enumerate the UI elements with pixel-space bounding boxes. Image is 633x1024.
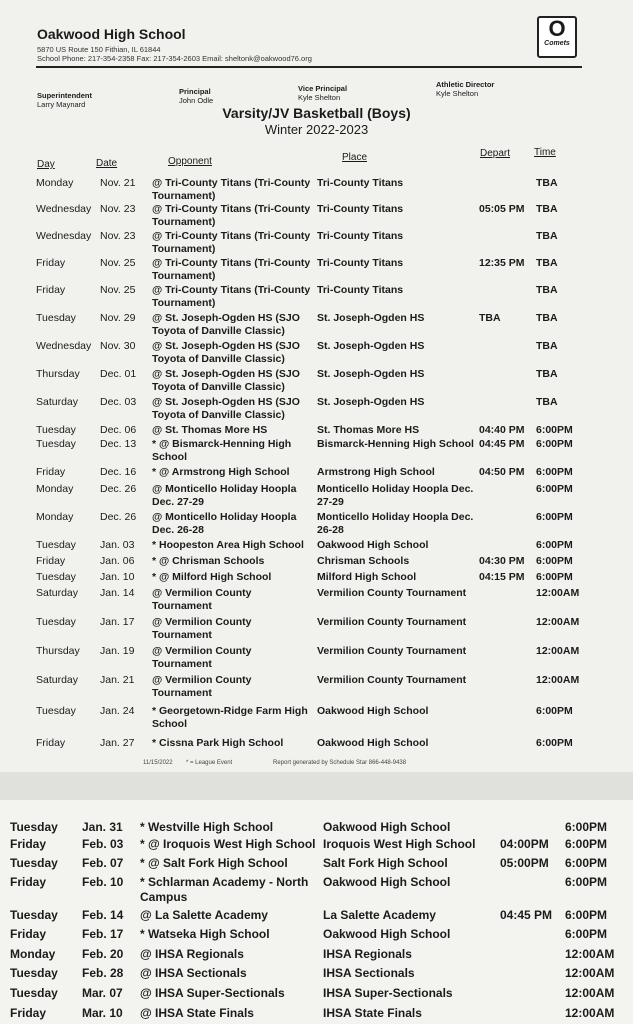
game-date: Dec. 06 [100, 424, 137, 436]
official-principal: Principal John Odle [179, 87, 214, 105]
game-time: 12:00AM [565, 986, 615, 1000]
game-date: Nov. 23 [100, 203, 136, 215]
game-depart: 05:00PM [500, 856, 549, 870]
game-day: Tuesday [36, 571, 76, 583]
game-day: Monday [10, 947, 56, 961]
logo-letter: O [548, 16, 566, 41]
game-place: Armstrong High School [317, 466, 435, 478]
game-date: Dec. 01 [100, 368, 137, 380]
game-depart: 04:50 PM [479, 466, 525, 478]
game-time: 12:00AM [536, 616, 580, 628]
game-date: Feb. 14 [82, 908, 124, 922]
game-date: Feb. 28 [82, 966, 124, 980]
game-time: TBA [536, 396, 558, 408]
game-opponent: * @ Armstrong High School [152, 466, 290, 478]
footer-date: 11/15/2022 [143, 760, 173, 766]
game-day: Monday [36, 177, 74, 189]
game-opponent: @ IHSA Regionals [140, 947, 244, 961]
game-time: 6:00PM [565, 837, 608, 851]
game-day: Monday [36, 483, 74, 495]
game-place: Oakwood High School [317, 737, 429, 749]
game-depart: 04:45 PM [500, 908, 553, 922]
game-day: Tuesday [36, 438, 76, 450]
game-day: Saturday [36, 587, 79, 599]
game-date: Nov. 21 [100, 177, 136, 189]
schedule-subtitle: Winter 2022-2023 [264, 122, 369, 137]
game-date: Jan. 14 [100, 587, 135, 599]
header-divider [36, 66, 582, 68]
game-time: 6:00PM [536, 511, 573, 523]
col-header-day: Day [37, 159, 55, 170]
game-opponent: @ St. Joseph-Ogden HS (SJO Toyota of Danville Classic) [152, 396, 300, 421]
game-place: Oakwood High School [323, 927, 451, 941]
game-date: Dec. 03 [100, 396, 137, 408]
game-opponent: * Schlarman Academy - North Campus [140, 875, 309, 904]
game-place: St. Joseph-Ogden HS [317, 340, 425, 352]
game-day: Tuesday [36, 312, 76, 324]
game-place: Tri-County Titans [317, 257, 404, 269]
game-opponent: @ Tri-County Titans (Tri-County Tournament) [152, 203, 311, 228]
game-place: Oakwood High School [317, 705, 429, 717]
game-place: IHSA Regionals [323, 947, 412, 961]
game-day: Tuesday [36, 539, 76, 551]
game-time: 6:00PM [536, 539, 573, 551]
game-place: Monticello Holiday Hoopla Dec. 26-28 [317, 511, 474, 536]
game-place: Bismarck-Henning High School [317, 438, 474, 450]
game-date: Dec. 26 [100, 483, 137, 495]
game-place: Vermilion County Tournament [317, 587, 467, 599]
game-opponent: @ St. Joseph-Ogden HS (SJO Toyota of Danville Classic) [152, 312, 300, 337]
game-day: Friday [36, 737, 66, 749]
game-place: St. Thomas More HS [317, 424, 420, 436]
game-date: Jan. 21 [100, 674, 135, 686]
game-day: Tuesday [10, 986, 58, 1000]
game-place: Tri-County Titans [317, 203, 404, 215]
game-day: Monday [36, 511, 74, 523]
game-place: La Salette Academy [323, 908, 436, 922]
game-depart: 12:35 PM [479, 257, 525, 269]
official-vice-principal: Vice Principal Kyle Shelton [298, 84, 348, 102]
game-date: Jan. 17 [100, 616, 135, 628]
game-opponent: @ Vermilion County Tournament [152, 674, 252, 699]
game-opponent: @ IHSA Sectionals [140, 966, 247, 980]
col-header-date: Date [96, 158, 118, 169]
game-opponent: * Watseka High School [140, 927, 270, 941]
game-time: 6:00PM [565, 875, 608, 889]
game-place: Oakwood High School [323, 875, 451, 889]
game-time: 6:00PM [565, 820, 608, 834]
game-opponent: @ Vermilion County Tournament [152, 645, 252, 670]
game-opponent: @ Monticello Holiday Hoopla Dec. 27-29 [152, 483, 297, 508]
game-day: Tuesday [36, 424, 76, 436]
game-time: 12:00AM [565, 947, 615, 961]
game-place: IHSA Super-Sectionals [323, 986, 453, 1000]
game-place: Chrisman Schools [317, 555, 410, 567]
game-date: Feb. 10 [82, 875, 124, 889]
school-name: Oakwood High School [37, 26, 186, 42]
game-day: Tuesday [10, 908, 58, 922]
game-day: Saturday [36, 674, 79, 686]
game-place: Tri-County Titans [317, 177, 404, 189]
game-place: Tri-County Titans [317, 284, 404, 296]
game-day: Friday [36, 555, 66, 567]
game-time: 6:00PM [565, 908, 608, 922]
game-date: Mar. 10 [82, 1006, 123, 1020]
footer-generated: Report generated by Schedule Star 866-448-9438 [273, 760, 407, 766]
game-date: Nov. 23 [100, 230, 136, 242]
game-opponent: @ St. Thomas More HS [152, 424, 268, 436]
game-time: 12:00AM [536, 645, 580, 657]
game-place: Oakwood High School [317, 539, 429, 551]
game-day: Friday [10, 837, 47, 851]
game-depart: 04:45 PM [479, 438, 525, 450]
game-time: TBA [536, 312, 558, 324]
game-place: Iroquois West High School [323, 837, 476, 851]
game-time: TBA [536, 203, 558, 215]
game-place: St. Joseph-Ogden HS [317, 368, 425, 380]
game-time: TBA [536, 230, 558, 242]
comets-logo [537, 16, 577, 58]
game-place: IHSA State Finals [323, 1006, 422, 1020]
game-date: Dec. 16 [100, 466, 137, 478]
game-depart: 04:40 PM [479, 424, 525, 436]
game-place: Monticello Holiday Hoopla Dec. 27-29 [317, 483, 474, 508]
game-date: Jan. 10 [100, 571, 135, 583]
game-day: Tuesday [36, 705, 76, 717]
game-time: 6:00PM [536, 483, 573, 495]
game-date: Jan. 31 [82, 820, 123, 834]
game-opponent: * @ Salt Fork High School [140, 856, 288, 870]
game-day: Tuesday [10, 820, 58, 834]
game-opponent: * @ Milford High School [152, 571, 272, 583]
game-opponent: * @ Iroquois West High School [140, 837, 316, 851]
game-time: 6:00PM [536, 737, 573, 749]
school-address: 5870 US Route 150 Fithian, IL 61844 [37, 45, 161, 54]
game-opponent: @ Tri-County Titans (Tri-County Tournament) [152, 230, 311, 255]
game-day: Friday [10, 875, 47, 889]
game-time: 6:00PM [536, 555, 573, 567]
game-day: Thursday [36, 645, 80, 657]
col-header-depart: Depart [480, 148, 511, 159]
game-day: Wednesday [36, 230, 92, 242]
game-date: Dec. 13 [100, 438, 137, 450]
game-date: Feb. 07 [82, 856, 124, 870]
game-time: 6:00PM [565, 856, 608, 870]
school-contact: School Phone: 217-354-2358 Fax: 217-354-2603 Email: sheltonk@oakwood76.org [37, 54, 312, 63]
game-date: Mar. 07 [82, 986, 123, 1000]
game-place: IHSA Sectionals [323, 966, 415, 980]
game-day: Wednesday [36, 340, 92, 352]
official-superintendent: Superintendent Larry Maynard [37, 91, 93, 109]
game-date: Nov. 25 [100, 284, 136, 296]
game-opponent: @ Vermilion County Tournament [152, 587, 252, 612]
game-date: Feb. 20 [82, 947, 124, 961]
game-time: 12:00AM [565, 1006, 615, 1020]
game-opponent: @ IHSA State Finals [140, 1006, 254, 1020]
game-day: Friday [10, 927, 47, 941]
game-time: 12:00AM [565, 966, 615, 980]
game-opponent: @ St. Joseph-Ogden HS (SJO Toyota of Danville Classic) [152, 368, 300, 393]
game-depart: 04:15 PM [479, 571, 525, 583]
game-opponent: * @ Chrisman Schools [152, 555, 265, 567]
page-gap [0, 772, 633, 800]
game-day: Friday [36, 466, 66, 478]
game-opponent: @ St. Joseph-Ogden HS (SJO Toyota of Danville Classic) [152, 340, 300, 365]
game-day: Tuesday [10, 856, 58, 870]
game-depart: 04:30 PM [479, 555, 525, 567]
game-day: Thursday [36, 368, 80, 380]
game-place: Vermilion County Tournament [317, 674, 467, 686]
game-opponent: * Cissna Park High School [152, 737, 284, 749]
logo-text: Comets [544, 40, 570, 47]
game-day: Friday [36, 257, 66, 269]
game-date: Feb. 03 [82, 837, 124, 851]
col-header-place: Place [342, 152, 368, 163]
game-time: 12:00AM [536, 587, 580, 599]
game-depart: 05:05 PM [479, 203, 525, 215]
game-time: TBA [536, 284, 558, 296]
game-opponent: @ IHSA Super-Sectionals [140, 986, 285, 1000]
game-time: TBA [536, 177, 558, 189]
game-time: 6:00PM [536, 705, 573, 717]
game-depart: TBA [479, 312, 501, 324]
game-date: Nov. 25 [100, 257, 136, 269]
game-day: Tuesday [10, 966, 58, 980]
game-date: Nov. 30 [100, 340, 136, 352]
game-day: Saturday [36, 396, 79, 408]
game-place: Milford High School [317, 571, 417, 583]
game-opponent: @ Tri-County Titans (Tri-County Tournament) [152, 284, 311, 309]
schedule-sheet-page-2 [0, 800, 633, 1024]
game-time: 6:00PM [536, 466, 573, 478]
game-date: Dec. 26 [100, 511, 137, 523]
game-place: Oakwood High School [323, 820, 451, 834]
game-day: Friday [36, 284, 66, 296]
game-opponent: * Georgetown-Ridge Farm High School [152, 705, 308, 730]
game-day: Wednesday [36, 203, 92, 215]
official-athletic-director: Athletic Director Kyle Shelton [436, 80, 495, 98]
col-header-time: Time [534, 147, 556, 158]
game-date: Jan. 24 [100, 705, 135, 717]
game-date: Jan. 06 [100, 555, 135, 567]
game-opponent: @ Tri-County Titans (Tri-County Tournament) [152, 177, 311, 202]
game-time: 6:00PM [536, 571, 573, 583]
game-time: 6:00PM [536, 424, 573, 436]
game-opponent: * Hoopeston Area High School [152, 539, 304, 551]
game-time: TBA [536, 257, 558, 269]
game-time: 6:00PM [536, 438, 573, 450]
game-opponent: @ Tri-County Titans (Tri-County Tournament) [152, 257, 311, 282]
footer-legend: * = League Event [186, 760, 233, 766]
game-place: St. Joseph-Ogden HS [317, 312, 425, 324]
game-depart: 04:00PM [500, 837, 549, 851]
game-time: TBA [536, 340, 558, 352]
game-place: Vermilion County Tournament [317, 645, 467, 657]
game-place: Salt Fork High School [323, 856, 448, 870]
game-time: 12:00AM [536, 674, 580, 686]
game-time: TBA [536, 368, 558, 380]
game-day: Friday [10, 1006, 47, 1020]
game-opponent: @ La Salette Academy [140, 908, 268, 922]
game-place: St. Joseph-Ogden HS [317, 396, 425, 408]
game-date: Jan. 27 [100, 737, 135, 749]
game-opponent: @ Monticello Holiday Hoopla Dec. 26-28 [152, 511, 297, 536]
game-day: Tuesday [36, 616, 76, 628]
game-date: Feb. 17 [82, 927, 124, 941]
game-date: Jan. 03 [100, 539, 135, 551]
game-opponent: * @ Bismarck-Henning High School [152, 438, 292, 463]
game-date: Nov. 29 [100, 312, 136, 324]
game-date: Jan. 19 [100, 645, 135, 657]
game-place: Tri-County Titans [317, 230, 404, 242]
game-opponent: * Westville High School [140, 820, 274, 834]
schedule-title: Varsity/JV Basketball (Boys) [222, 105, 411, 121]
col-header-opponent: Opponent [168, 156, 212, 167]
game-place: Vermilion County Tournament [317, 616, 467, 628]
game-time: 6:00PM [565, 927, 608, 941]
game-opponent: @ Vermilion County Tournament [152, 616, 252, 641]
